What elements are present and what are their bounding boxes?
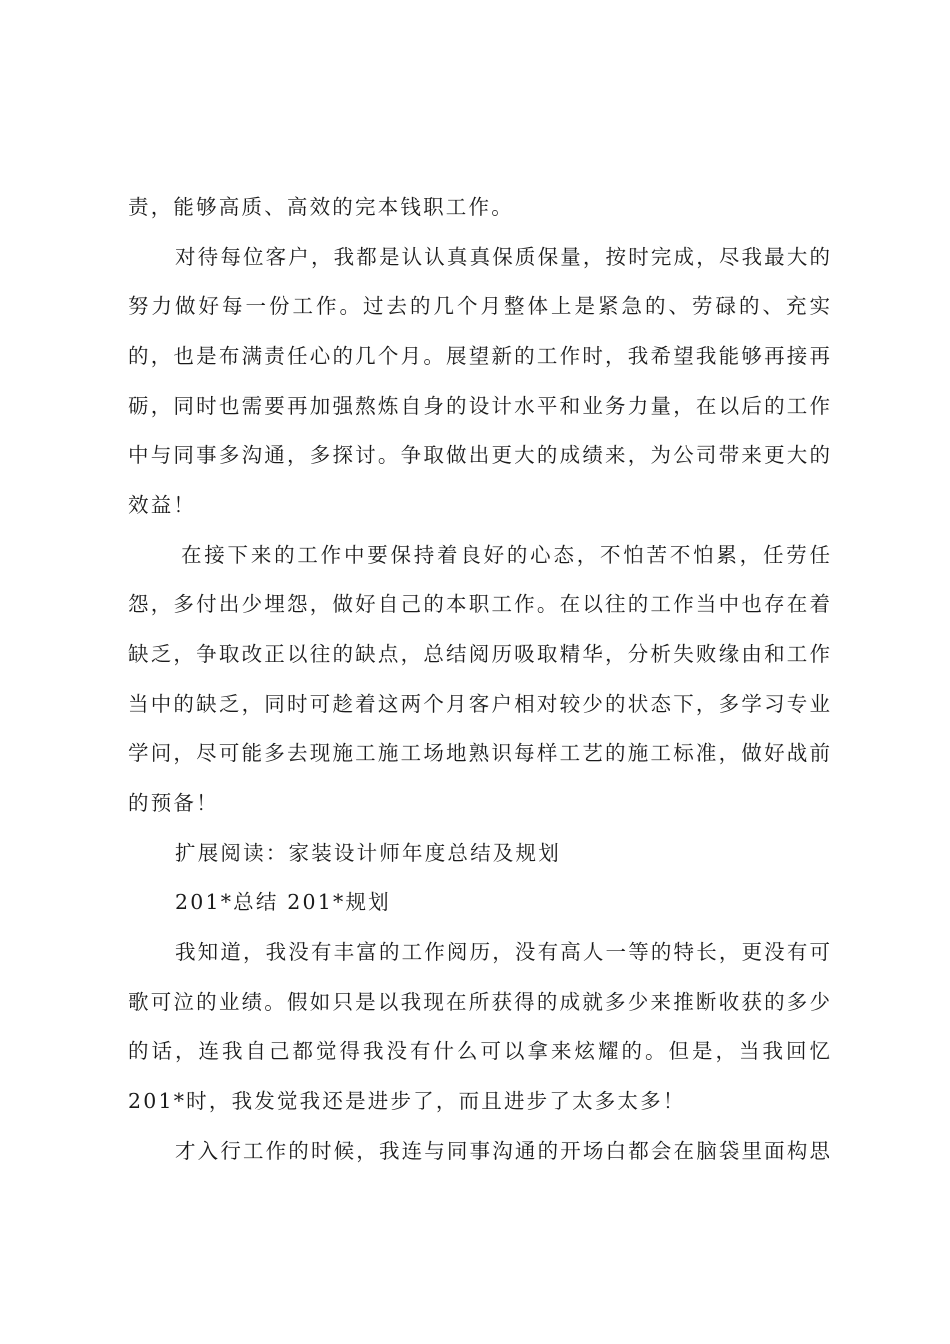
text-line: 砺，同时也需要再加强熬炼自身的设计水平和业务力量，在以后的工作 bbox=[128, 394, 830, 418]
paragraph-first-line: 对待每位客户，我都是认认真真保质保量，按时完成，尽我最大的 bbox=[175, 245, 830, 269]
paragraph-first-line: 我知道，我没有丰富的工作阅历，没有高人一等的特长，更没有可 bbox=[175, 940, 830, 964]
text-line: 的话，连我自己都觉得我没有什么可以拿来炫耀的。但是，当我回忆 bbox=[128, 1039, 830, 1063]
text-line: 责，能够高质、高效的完本钱职工作。 bbox=[128, 195, 514, 219]
text-line: 的，也是布满责任心的几个月。展望新的工作时，我希望我能够再接再 bbox=[128, 344, 830, 368]
section-subheading: 201*总结 201*规划 bbox=[175, 890, 391, 914]
text-line: 缺乏，争取改正以往的缺点，总结阅历吸取精华，分析失败缘由和工作 bbox=[128, 642, 830, 666]
text-line: 效益！ bbox=[128, 493, 197, 517]
text-line: 当中的缺乏，同时可趁着这两个月客户相对较少的状态下，多学习专业 bbox=[128, 692, 830, 716]
paragraph-first-line: 才入行工作的时候，我连与同事沟通的开场白都会在脑袋里面构思 bbox=[175, 1139, 830, 1163]
text-line: 201*时，我发觉我还是进步了，而且进步了太多太多！ bbox=[128, 1089, 686, 1113]
text-line: 中与同事多沟通，多探讨。争取做出更大的成绩来，为公司带来更大的 bbox=[128, 443, 830, 467]
text-line: 怨，多付出少埋怨，做好自己的本职工作。在以往的工作当中也存在着 bbox=[128, 592, 830, 616]
text-line: 的预备！ bbox=[128, 791, 219, 815]
text-line: 努力做好每一份工作。过去的几个月整体上是紧急的、劳碌的、充实 bbox=[128, 294, 830, 318]
paragraph-first-line: 在接下来的工作中要保持着良好的心态，不怕苦不怕累，任劳任 bbox=[181, 543, 830, 567]
text-line: 学问，尽可能多去现施工施工场地熟识每样工艺的施工标准，做好战前 bbox=[128, 741, 830, 765]
section-heading: 扩展阅读：家装设计师年度总结及规划 bbox=[175, 841, 561, 865]
text-line: 歌可泣的业绩。假如只是以我现在所获得的成就多少来推断收获的多少 bbox=[128, 990, 830, 1014]
